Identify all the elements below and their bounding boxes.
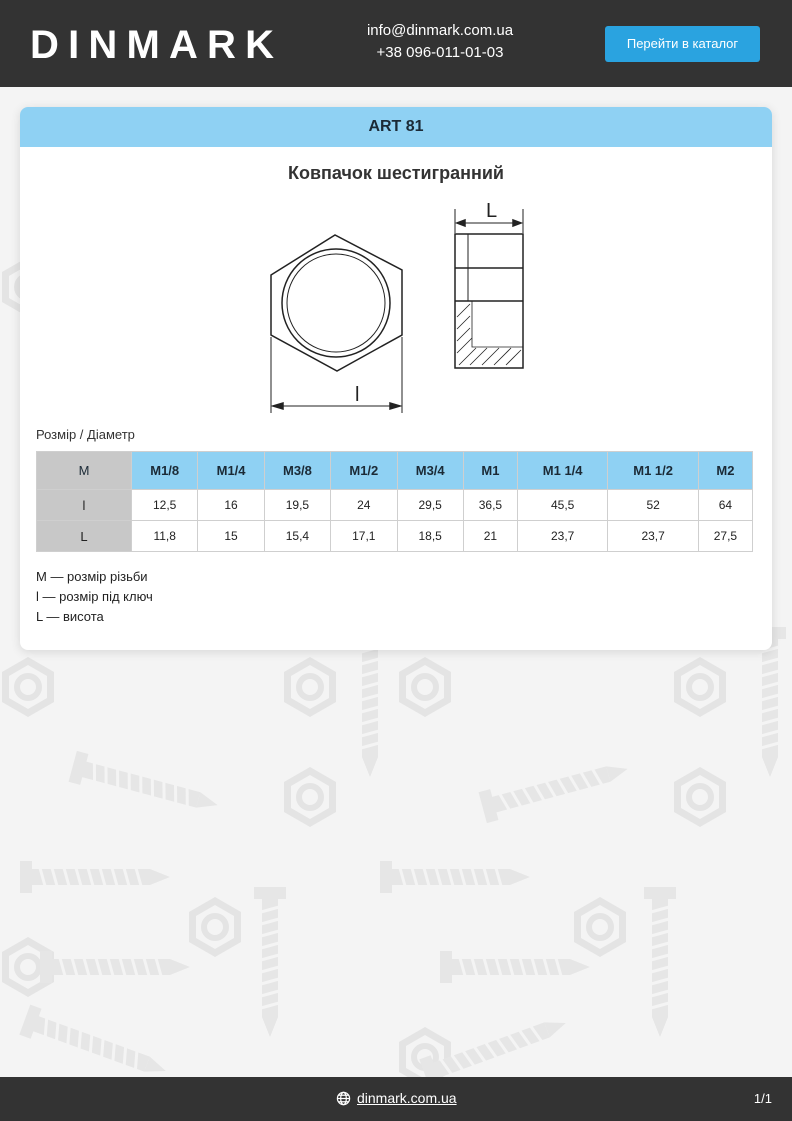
column-header: M1/2 <box>331 452 397 490</box>
table-cell: 15 <box>198 521 264 552</box>
legend <box>36 567 153 627</box>
contact-phone[interactable]: +38 096-011-01-03 <box>376 44 504 61</box>
contact-email[interactable]: info@dinmark.com.ua <box>366 22 514 39</box>
legend-item: M — розмір різьби <box>36 569 148 584</box>
table-cell: 17,1 <box>331 521 397 552</box>
contact-info <box>320 20 560 64</box>
table-cell: 24 <box>331 490 397 521</box>
key-size-dimension-label: l <box>355 384 360 406</box>
column-header: M1 1/4 <box>517 452 607 490</box>
table-corner-cell: M <box>37 452 132 490</box>
table-row <box>37 521 753 552</box>
table-caption: Розмір / Діаметр <box>36 427 135 442</box>
go-to-catalog-button[interactable]: Перейти в каталог <box>605 26 760 62</box>
column-header: M1/8 <box>132 452 198 490</box>
table-cell: 29,5 <box>397 490 463 521</box>
table-cell: 19,5 <box>264 490 330 521</box>
table-cell: 18,5 <box>397 521 463 552</box>
table-cell: 12,5 <box>132 490 198 521</box>
product-card <box>20 107 772 650</box>
size-table <box>36 451 753 552</box>
table-cell: 45,5 <box>517 490 607 521</box>
article-header: ART 81 <box>20 107 772 147</box>
column-header: M1 <box>463 452 517 490</box>
table-cell: 64 <box>698 490 752 521</box>
legend-item: L — висота <box>36 609 104 624</box>
svg-text:DINMARK: DINMARK <box>30 24 275 64</box>
table-cell: 15,4 <box>264 521 330 552</box>
table-cell: 21 <box>463 521 517 552</box>
table-header-row <box>37 452 753 490</box>
table-cell: 11,8 <box>132 521 198 552</box>
column-header: M1/4 <box>198 452 264 490</box>
product-title: Ковпачок шестигранний <box>288 163 504 183</box>
site-footer <box>0 1077 792 1121</box>
row-header: l <box>37 490 132 521</box>
table-cell: 52 <box>608 490 698 521</box>
column-header: M3/4 <box>397 452 463 490</box>
table-cell: 16 <box>198 490 264 521</box>
column-header: M2 <box>698 452 752 490</box>
globe-icon <box>336 1091 351 1106</box>
column-header: M3/8 <box>264 452 330 490</box>
height-dimension-label: L <box>486 200 498 222</box>
site-link[interactable] <box>336 1090 457 1106</box>
table-cell: 36,5 <box>463 490 517 521</box>
legend-item: l — розмір під ключ <box>36 589 153 604</box>
site-header <box>0 0 792 87</box>
table-cell: 23,7 <box>517 521 607 552</box>
site-link-label: dinmark.com.ua <box>357 1090 457 1106</box>
table-cell: 27,5 <box>698 521 752 552</box>
page-number: 1/1 <box>753 1091 772 1106</box>
row-header: L <box>37 521 132 552</box>
table-row <box>37 490 753 521</box>
dinmark-logo[interactable] <box>30 24 280 64</box>
column-header: M1 1/2 <box>608 452 698 490</box>
technical-drawing <box>260 197 540 419</box>
table-cell: 23,7 <box>608 521 698 552</box>
